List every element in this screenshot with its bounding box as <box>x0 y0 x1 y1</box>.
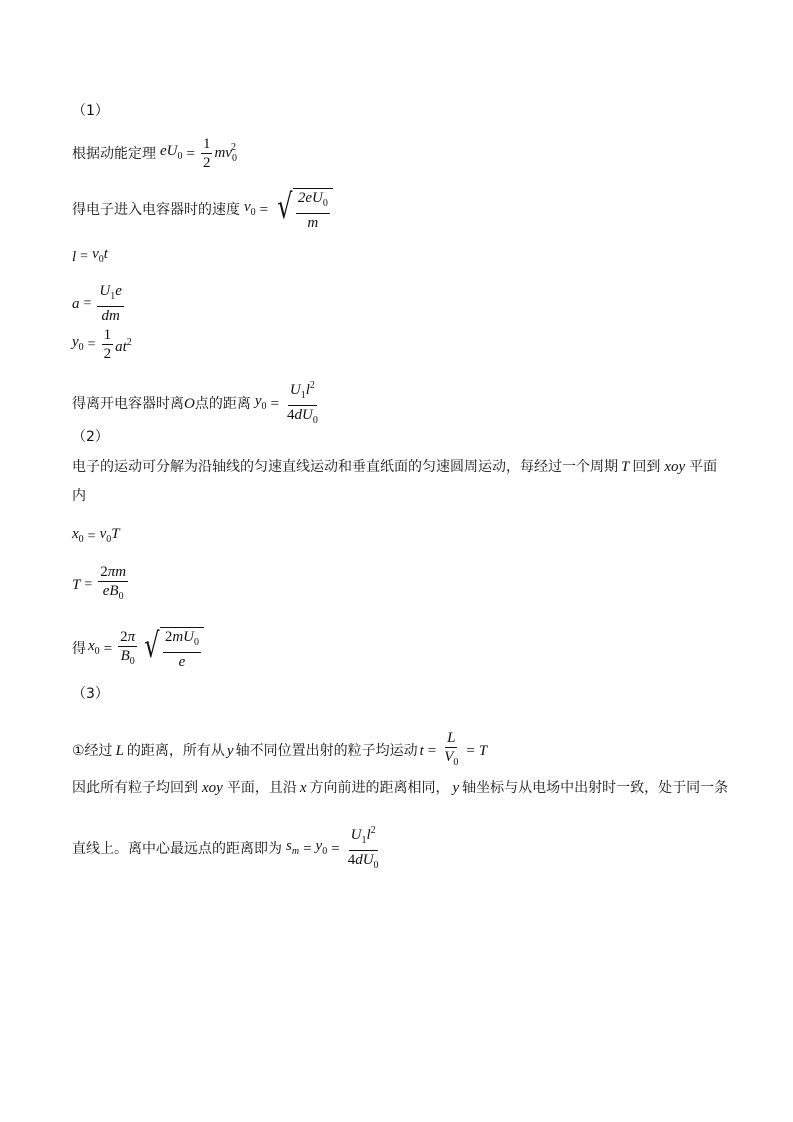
step2-x: x <box>299 780 307 796</box>
part3-label: （3） <box>72 686 109 702</box>
step2-plane: xoy <box>202 780 223 796</box>
exit-distance-line <box>72 377 322 430</box>
step1-mid: 的距离，所有从 <box>126 742 225 759</box>
x0-equation: $x_0$ = $v_0T$ <box>72 526 120 545</box>
return-text: 回到 <box>632 459 661 475</box>
exit-distance-text: 得离开电容器时离 <box>72 395 184 412</box>
energy-equation: $eU_0$ = $\frac{1}{2}$ $mv_0^2$ <box>160 136 237 171</box>
displacement-equation: $y_0$ = $\frac{1}{2}$ $at^2$ <box>72 327 132 362</box>
time-equation: t = $\frac{L}{V_0}$ = T <box>419 730 488 768</box>
point-o: O <box>184 395 195 412</box>
part2-label: （2） <box>72 429 109 445</box>
kinetic-energy-line <box>72 135 236 172</box>
speed-line <box>72 188 333 232</box>
length-equation: l = $v_0t$ <box>72 246 108 265</box>
step2-y: y <box>452 780 460 796</box>
plane-symbol: xoy <box>664 459 686 475</box>
motion-wrap: 内 <box>72 488 86 504</box>
exit-distance-equation: $y_0$ = $\frac{U_1l^2}{4dU_0}$ <box>255 377 322 430</box>
part1-label: （1） <box>72 103 109 119</box>
step2-d: 轴坐标与从电场中出射时一致，处于同一条 <box>462 780 729 796</box>
speed-text: 得电子进入电容器时的速度 <box>72 202 240 218</box>
step1-line <box>72 729 487 772</box>
plane-tail: 平面 <box>689 459 718 475</box>
step3-line <box>72 822 383 875</box>
max-distance-equation: $s_m$ = $y_0$ = $\frac{U_1l^2}{4dU_0}$ <box>286 822 383 875</box>
exit-distance-tail: 点的距离 <box>194 395 251 412</box>
step2-b: 平面，且沿 <box>226 780 297 796</box>
y-axis-symbol: y <box>226 742 234 759</box>
speed-equation: $v_0$ = √ $\frac{2eU_0}{m}$ <box>244 188 333 232</box>
step2-c: 方向前进的距离相同， <box>309 780 450 796</box>
step3-text: 直线上。离中心最远点的距离即为 <box>72 840 282 857</box>
period-equation: T = $\frac{2\pi m}{eB_0}$ <box>72 564 127 602</box>
kinetic-energy-text: 根据动能定理 <box>72 145 156 162</box>
result-prefix: 得 <box>72 641 86 657</box>
motion-text: 电子的运动可分解为沿轴线的匀速直线运动和垂直纸面的匀速圆周运动，每经过一个周期 <box>72 459 618 475</box>
x0-result-line <box>72 627 204 671</box>
step2-line <box>72 778 728 798</box>
step1-tail: 轴不同位置出射的粒子均运动 <box>235 742 418 759</box>
motion-line <box>72 457 717 477</box>
x0-result-equation: $x_0$ = $\frac{2\pi}{B_0}$ √ $\frac{2mU_0}{e}$ <box>88 627 204 671</box>
length-symbol: L <box>115 742 124 759</box>
period-symbol: T <box>621 459 630 475</box>
step2-a: 因此所有粒子均回到 <box>72 780 198 796</box>
step1-prefix: ①经过 <box>72 742 113 759</box>
acceleration-equation: a = $\frac{U_1e}{dm}$ <box>72 283 122 324</box>
